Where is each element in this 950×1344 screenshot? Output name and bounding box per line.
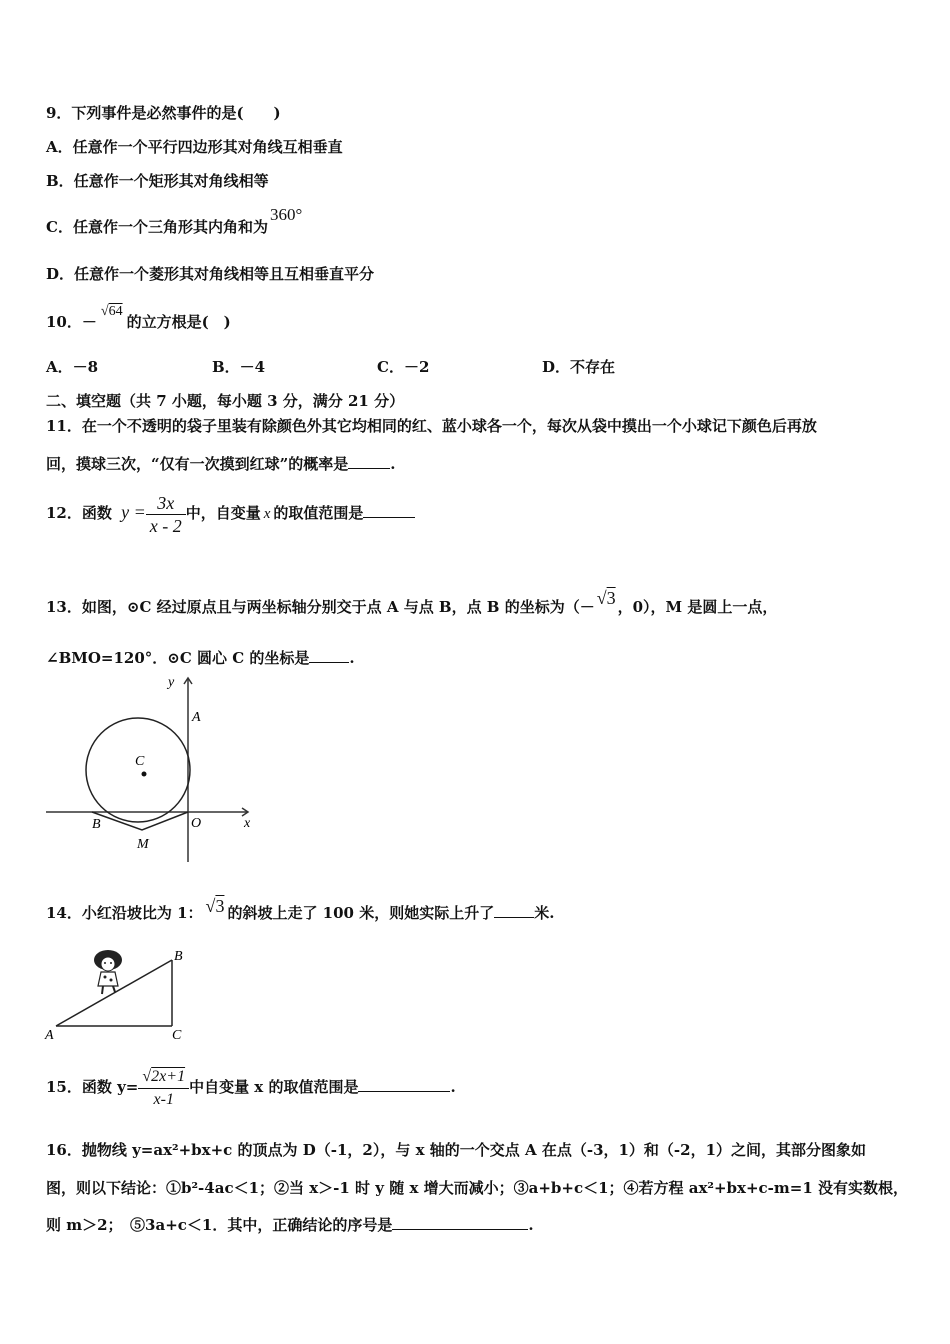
q12-mid: 中，自变量	[185, 504, 261, 522]
q9-option-c-text: C．任意作一个三角形其内角和为	[46, 218, 268, 236]
section-title: 二、填空题（共 7 小题，每小题 3 分，满分 21 分）	[46, 392, 405, 410]
q15-denominator: x-1	[153, 1090, 174, 1108]
slope-hypotenuse	[56, 960, 172, 1026]
answer-blank[interactable]	[392, 1214, 528, 1230]
q15-radical-sign: √	[142, 1067, 152, 1085]
q9-option-a: A．任意作一个平行四边形其对角线互相垂直	[46, 138, 343, 156]
q9-option-c	[46, 205, 303, 237]
circle-figure	[42, 670, 257, 865]
q15-numerator: 2x+1	[151, 1067, 186, 1085]
q14-stem	[46, 896, 555, 923]
answer-blank[interactable]	[358, 1076, 450, 1092]
q15-suffix: 中自变量 x 的取值范围是	[189, 1078, 359, 1096]
q9-option-b: B．任意作一个矩形其对角线相等	[46, 172, 269, 190]
q14-radicand: 3	[215, 896, 225, 916]
q16-line2: 图，则以下结论：①b²-4ac＜1；②当 x＞-1 时 y 随 x 增大而减小；③a+b+c＜1；④若方程 ax²+bx+c-m=1 没有实数根，	[46, 1179, 909, 1197]
q11-line2	[46, 453, 396, 474]
label-a: A	[45, 1028, 54, 1043]
q10-suffix: 的立方根是( )	[126, 313, 231, 331]
q12-numerator: 3x	[146, 492, 186, 515]
q13-line2-text: ∠BMO=120°．⊙C 圆心 C 的坐标是	[46, 649, 310, 667]
q13-line1a: 13．如图，⊙C 经过原点且与两坐标轴分别交于点 A 与点 B，点 B 的坐标为（－	[46, 598, 595, 616]
q15-stem	[46, 1060, 456, 1114]
q12-suffix: 的取值范围是	[273, 504, 364, 522]
q13-line1	[46, 588, 778, 617]
q14-end: 米.	[534, 904, 555, 922]
chord-bmo	[92, 812, 188, 830]
q10-option-d: D．不存在	[542, 358, 616, 376]
label-y: y	[168, 675, 175, 690]
label-c: C	[135, 754, 145, 769]
q13-end: .	[349, 649, 355, 667]
q9-option-d: D．任意作一个菱形其对角线相等且互相垂直平分	[46, 265, 375, 283]
q12-stem	[46, 488, 415, 538]
q10-prefix: 10．－	[46, 313, 97, 331]
q16-line3	[46, 1214, 534, 1235]
label-b: B	[174, 949, 183, 964]
q12-lhs: y =	[121, 502, 146, 522]
q10-option-a: A．－8	[46, 358, 99, 376]
label-x: x	[244, 816, 251, 831]
q12-var: x	[263, 506, 271, 522]
label-b: B	[92, 817, 101, 832]
circle-c	[86, 718, 190, 822]
label-m: M	[137, 837, 149, 852]
slope-figure	[42, 942, 197, 1044]
q15-fraction	[138, 1066, 189, 1111]
q15-numerator-wrap	[138, 1066, 189, 1089]
q13-radical: √3	[596, 588, 616, 608]
q12-denominator: x - 2	[149, 515, 182, 536]
label-c: C	[172, 1028, 182, 1043]
q11-line1: 11．在一个不透明的袋子里装有除颜色外其它均相同的红、蓝小球各一个，每次从袋中摸出一个小球记下颜色后再放	[46, 417, 817, 435]
q15-end: .	[450, 1078, 456, 1096]
q16-end: .	[528, 1216, 534, 1234]
q12-prefix: 12．函数	[46, 504, 112, 522]
q9-stem: 9．下列事件是必然事件的是( )	[46, 104, 281, 122]
label-a: A	[192, 710, 201, 725]
q16-line3-text: 则 m＞2； ⑤3a+c＜1．其中，正确结论的序号是	[46, 1216, 393, 1234]
q12-fraction	[146, 492, 186, 537]
q13-line1b: ，0），M 是圆上一点，	[617, 598, 778, 616]
q14-suffix: 的斜坡上走了 100 米，则她实际上升了	[227, 904, 495, 922]
q14-radical: √3	[205, 896, 225, 916]
answer-blank[interactable]	[348, 453, 390, 469]
answer-blank[interactable]	[309, 647, 349, 663]
q10-option-c: C．－2	[377, 358, 430, 376]
q10-stem	[46, 304, 231, 334]
answer-blank[interactable]	[363, 502, 415, 518]
q10-radicand: 64	[108, 304, 123, 319]
q13-radicand: 3	[606, 588, 616, 608]
center-point	[142, 772, 147, 777]
q15-prefix: 15．函数 y=	[46, 1078, 139, 1096]
q16-line1: 16．抛物线 y=ax²+bx+c 的顶点为 D（-1，2），与 x 轴的一个交点 A 在点（-3，1）和（-2，1）之间，其部分图象如	[46, 1141, 867, 1159]
q10-radical: √64	[100, 304, 123, 319]
girl-icon	[94, 950, 122, 994]
q11-end: .	[390, 455, 396, 473]
q11-line2-text: 回，摸球三次，“仅有一次摸到红球”的概率是	[46, 455, 349, 473]
q10-option-b: B．－4	[212, 358, 266, 376]
q13-line2	[46, 647, 355, 668]
answer-blank[interactable]	[494, 902, 534, 918]
label-o: O	[191, 816, 202, 831]
q14-prefix: 14．小红沿坡比为 1：	[46, 904, 203, 922]
q9-option-c-value: 360°	[269, 205, 303, 224]
